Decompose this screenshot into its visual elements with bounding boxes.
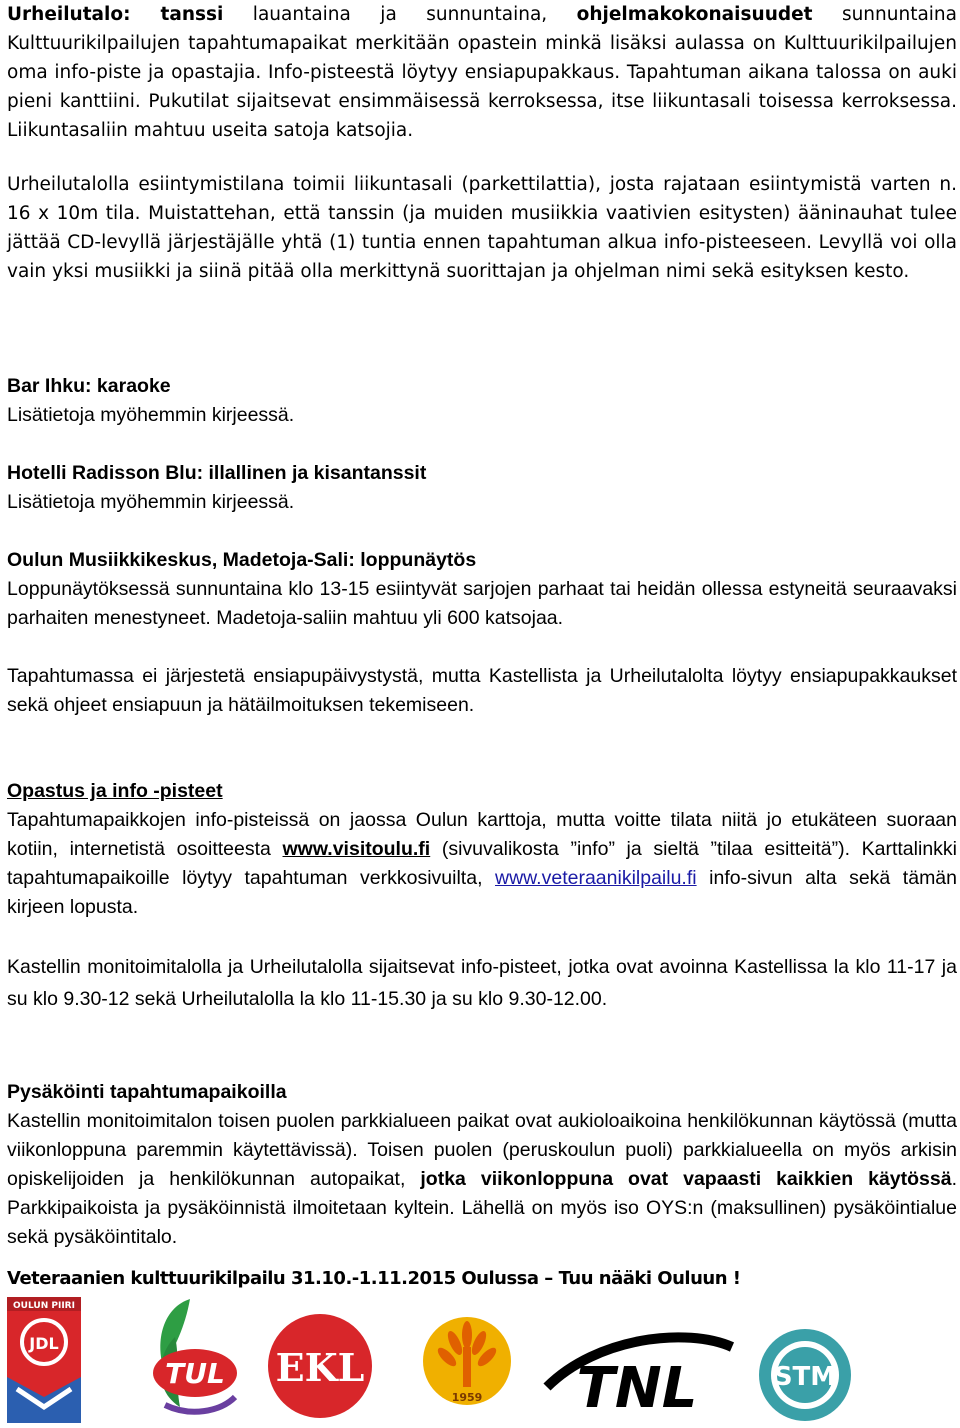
paragraph-text: Lisätietoja myöhemmin kirjeessä.	[7, 404, 295, 426]
paragraph-text: Urheilutalolla esiintymistilana toimii liikuntasali (parkettilattia), josta rajataan esiintymistä varten n. 16 x 10m tila. Muistattehan, että tanssin (ja muiden musiikkia vaativien esitysten) ääninauhat tulee jättää CD-levyllä järjestäjälle yhtä (1) tuntia ennen tapahtuman alkua info-pisteeseen. Levyllä voi olla vain yksi musiikki ja siinä pitää olla merkittynä suorittajan ja ohjelman nimi sekä esityksen kesto.	[7, 174, 957, 282]
section-bar-ihku	[7, 372, 957, 430]
svg-text:TUL: TUL	[165, 1357, 225, 1390]
svg-text:1959: 1959	[451, 1391, 483, 1404]
paragraph-text: sunnuntaina Kulttuurikilpailujen tapahtumapaikat merkitään opastein minkä lisäksi aulassa on Kulttuurikilpailujen oma info-piste ja opastajia. Info-pisteestä löytyy ensiapupakkaus. Tapahtuman aikana talossa on auki pieni kanttiini. Pukutilat sijaitsevat ensimmäisessä kerroksessa, itse liikuntasali toisessa kerroksessa. Liikuntasaliin mahtuu useita satoja katsojia.	[7, 4, 957, 141]
svg-text:EKL: EKL	[275, 1345, 365, 1390]
jdl-logo	[7, 1297, 81, 1423]
svg-text:TNL: TNL	[576, 1356, 698, 1421]
section-title: Urheilutalo: tanssi	[7, 4, 224, 25]
section-title: Opastus ja info -pisteet	[7, 780, 223, 802]
section-title: Pysäköinti tapahtumapaikoilla	[7, 1081, 287, 1103]
section-hotelli	[7, 459, 957, 517]
svg-text:OULUN PIIRI: OULUN PIIRI	[13, 1301, 75, 1311]
ekl-logo	[265, 1311, 375, 1421]
section-madetoja	[7, 546, 957, 633]
section-opastus-hours	[7, 951, 957, 1015]
section-urheilutalo	[7, 0, 957, 145]
wheat-emblem-logo	[417, 1305, 517, 1423]
tul-logo	[135, 1297, 245, 1423]
stm-logo	[745, 1321, 865, 1423]
svg-text:STM: STM	[773, 1362, 837, 1392]
section-title: Hotelli Radisson Blu: illallinen ja kisantanssit	[7, 462, 427, 484]
paragraph-text: Loppunäytöksessä sunnuntaina klo 13-15 esiintyvät sarjojen parhaat tai heidän ollessa estyneitä seuraavaksi parhaiten menestyneet. Madetoja-saliin mahtuu yli 600 katsojaa.	[7, 578, 957, 629]
paragraph-text: Kastellin monitoimitalon toisen puolen parkkialueen paikat ovat aukioloaikoina henkilökunnan käytössä (mutta viikonloppuna paremmin käytettävissä). Toisen puolen (peruskoulun puoli) parkkialueella on myös arkisin opiskelijoiden ja henkilökunnan autopaikat,	[7, 1110, 957, 1190]
emphasis-text: ohjelmakokonaisuudet	[576, 4, 813, 25]
section-urheilutalo-stage	[7, 170, 957, 286]
paragraph-text: lauantaina ja sunnuntaina,	[223, 4, 577, 25]
emphasis-text: jotka viikonloppuna ovat vapaasti kaikkien käytössä	[420, 1168, 952, 1190]
paragraph-text: Tapahtumapaikkojen info-pisteissä on jaossa Oulun karttoja, mutta voitte tilata niitä jo etukäteen suoraan kotiin, internetistä osoitteesta	[7, 809, 957, 860]
paragraph-text: Kastellin monitoimitalolla ja Urheilutalolla sijaitsevat info-pisteet, jotka ovat avoinna Kastellissa la klo 11-17 ja su klo 9.30-12 sekä Urheilutalolla la klo 11-15.30 ja su klo 9.30-12.00.	[7, 956, 957, 1010]
svg-text:JDL: JDL	[29, 1334, 59, 1353]
section-title: Oulun Musiikkikeskus, Madetoja-Sali: loppunäytös	[7, 549, 477, 571]
paragraph-text: Tapahtumassa ei järjestetä ensiapupäivystystä, mutta Kastellista ja Urheilutalolta löytyy ensiapupakkaukset sekä ohjeet ensiapuun ja hätäilmoituksen tekemiseen.	[7, 665, 957, 716]
paragraph-text: info-sivun alta sekä tämän kirjeen lopusta.	[7, 867, 957, 918]
tnl-logo	[537, 1327, 737, 1423]
logo-strip	[7, 1297, 957, 1423]
paragraph-text: Lisätietoja myöhemmin kirjeessä.	[7, 491, 295, 513]
section-opastus	[7, 777, 957, 922]
section-pysakointi	[7, 1078, 957, 1252]
section-title: Bar Ihku: karaoke	[7, 375, 171, 397]
visitoulu-link[interactable]: www.visitoulu.fi	[282, 838, 431, 860]
paragraph-text: . Parkkipaikoista ja pysäköinnistä ilmoitetaan kyltein. Lähellä on myös iso OYS:n (maksullinen) pysäköintialue sekä pysäköintitalo.	[7, 1168, 957, 1248]
veteraanikilpailu-link[interactable]: www.veteraanikilpailu.fi	[495, 867, 697, 889]
section-ensiapu	[7, 662, 957, 720]
footer-tagline: Veteraanien kulttuurikilpailu 31.10.-1.11.2015 Oulussa – Tuu nääki Ouluun !	[7, 1268, 741, 1289]
paragraph-text: (sivuvalikosta ”info” ja sieltä ”tilaa esitteitä”). Karttalinkki tapahtumapaikoille löytyy tapahtuman verkkosivuilta,	[7, 838, 957, 889]
